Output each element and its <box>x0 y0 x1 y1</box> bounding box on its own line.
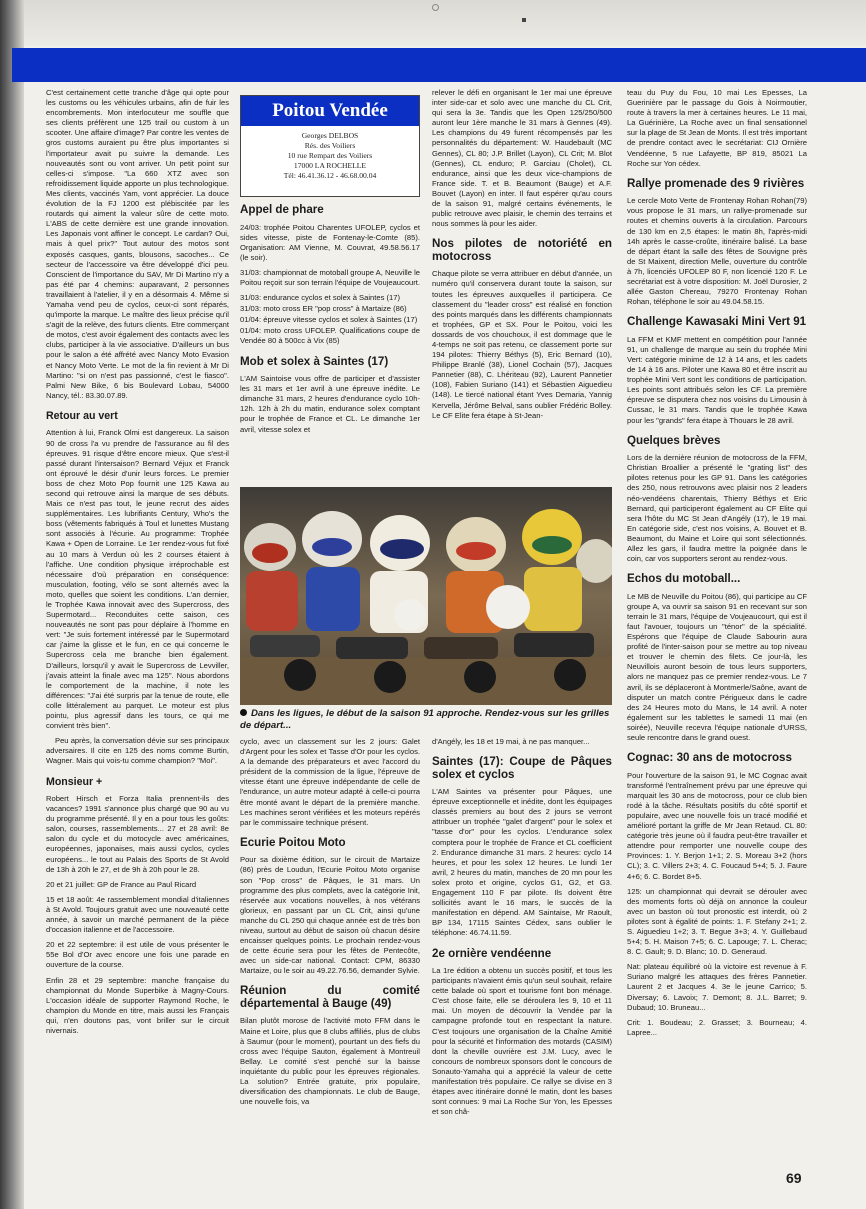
caption-text: Dans les ligues, le début de la saison 91 approche. Rendez-vous sur les grilles de départ... <box>240 708 610 731</box>
section-heading: Nos pilotes de notoriété en motocross <box>432 237 612 263</box>
paragraph: Nat: plateau équilibré où la victoire est revenue à F. Suriano malgré les attaques des frères Pannetier. Laurent 2 et Jacques 4. 3e le jeune Carrico; 5. Diversay; 6. Lavoix; 7. Demont; 8. J.L. Barret; 9. Dubaud; 10. Bruneau... <box>627 962 807 1012</box>
section-heading: 2e ornière vendéenne <box>432 946 552 960</box>
paragraph: Pour sa dixième édition, sur le circuit de Martaize (86) près de Loudun, l'Ecurie Poitou Moto organise son "Pop cross" de Pâques, le 31 mars. Un programme des plus complets, avec la catégorie Init, réservée aux vocations nouvelles, à nos vétérans glorieux, en passant par un CL Crit, ainsi qu'une manche du CL 250 qui chaque année est de très bon niveau, surtout au début de saison où chacun désire encaisser quelques points. Le prochain rendez-vous de cette écurie sera pour les fêtes de Pentecôte, avec un side-car national. Contact: CPM, 86330 Martaize, ou le soir au 49.22.76.56, demander Sylvie. <box>240 855 420 976</box>
column-3-top <box>432 88 612 484</box>
contact-address <box>241 126 419 181</box>
photo-caption <box>240 708 612 731</box>
paragraph: Le MB de Neuville du Poitou (86), qui participe au CF groupe A, va ouvrir sa saison 91 en recevant sur son terrain le 31 mars, l'équipe de Voujeaucourt, qui est il faut l'avouer, toujours un "ténor" de la spécialité. Espérons que l'équipe de Claude Sabourin aura profité de l'inter-saison pour se mettre au top niveau et trouver le chemin des filets. Ce jour-là, les Neuvillois auront besoin de tous leurs supporters, alors ne manquez pas ce premier rendez-vous. Le 7 avril, ils se déplaceront à Montmerle/Saône, avant de disputer un match contre Périgueux dans le cadre des 24 Heures moto du Mans, le 14 avril. A noter également sur les tablettes le samedi 11 mai (en soirée), Neuville recevra l'équipe nationale d'URSS, seule rencontre dans le grand ouest. <box>627 591 807 742</box>
paragraph: Bilan plutôt morose de l'activité moto FFM dans le Maine et Loire, plus que 8 clubs affiliés, plus de clubs à Saumur (pour le moment), pourtant un des fiefs du cross avec l'équipe Sauton, également à Montreuil Bellay. Le comité s'est penché sur la baisse inquiétante du public pour les épreuves régionales. La solution? Entrée gratuite, prix populaire, diversification des championnats. Le club de Bauge, une nouvelle fois, va <box>240 1016 420 1107</box>
column-3-bottom <box>432 737 612 1193</box>
blue-header-band <box>12 48 866 82</box>
paragraph: L'AM Saintes va présenter pour Pâques, une épreuve exceptionnelle et inédite, dont les équipages classés premiers au bout des 2 jours se verront attribuer un trophée "galet d'argent" pour le solex et "tasse d'or" pour les cyclos. L'endurance solex comptera pour le trophée de France et CL coefficient 2. Endurance dimanche 31 mars. 2 heures: cyclo 14 heures, et pour les solex 12 heures. Le lundi 1er avril, 2 heures du matin, manches de 20 mn pour les solex proto et origine, cyclos G1, G2, et G3. Engagement 110 F par pilote. Ils doivent être sollicités avant le 16 mars, le succès de la manifestation en dépend. AM Saintaise, Mr Raoult, BP 134, 17115 Saintes Cédex, sans oublier le téléphone: 46.74.11.59. <box>432 787 612 938</box>
address-line: 10 rue Rempart des Voiliers <box>287 151 373 160</box>
paragraph: Le cercle Moto Verte de Frontenay Rohan Rohan(79) vous propose le 31 mars, un rallye-promenade sur routes et chemins ouverts à la circulation. Parcours de 130 km en 2,5 étapes: le matin 8h, l'après-midi 14h après le casse-croûte, itinéraire balisé. La base de départ étant la salle des fêtes de Souvigne près de St Maixent, direction Melle, ouverture du contrôle à 7h, licenciés UFOLEP 80 F, non licencié 120 F. Le secrétariat est à votre disposition: M. Joël Durosier, 2 allée Gaston Chereau, 79270 Frontenay Rohan Rohan, téléphone le soir au 49.04.58.15. <box>627 196 807 307</box>
paragraph: L'AM Saintoise vous offre de participer et d'assister les 31 mars et 1er avril à une épreuve inédite. Le dimanche 31 mars, 2 heures d'endurance cyclo 10h-12h. 12h à 2h du matin, endurance solex comptant pour le trophée de France et CL. Le dimanche 1er avril, vitesse solex et <box>240 374 420 434</box>
section-heading: Challenge Kawasaki Mini Vert 91 <box>627 315 807 329</box>
bullet-icon <box>240 709 247 716</box>
paragraph: relever le défi en organisant le 1er mai une épreuve inter side-car et solo avec une manche du CL Crit, qui sera la 3e. Tandis que les Open 125/250/500 auront leur 1ère manche le 31 mars à Gennes (49). Les champions du 49 furent récompensés par les personnalités du département: W. Haudebault (MC Gennes), CL 80; J.P. Brillet (Layon), CL Crit; M. Blot (Gennes), CL enduro; P. Garciau (Cholet), CL endurance, ainsi que les deux vice-champions de France side. T. et B. Beaumont (Bauge) et A.F. Bouvet (Layon) en inter. Il faut espérer qu'au cours de la saison 91, malgré certains événements, le public retrouve avec plaisir, le chemin des terrains et nous sommes là pour les aider. <box>432 88 612 229</box>
paragraph: 20 et 22 septembre: il est utile de vous présenter le 55e Bol d'Or avec encore une fois une parade en ouverture de la course. <box>46 940 229 970</box>
page-binding-shadow <box>0 0 24 1209</box>
paragraph: 31/03: championnat de motoball groupe A, Neuville le Poitou reçoit sur son terrain l'équipe de Voujeaucourt. <box>240 267 420 287</box>
section-heading: Réunion du comité départemental à Bauge (49) <box>240 984 420 1010</box>
paragraph: 01/04: moto cross UFOLEP. Qualifications coupe de Vendée 80 à 500cc à Vix (85) <box>240 326 420 346</box>
paragraph: Chaque pilote se verra attribuer en début d'année, un numéro qu'il conservera durant toute la saison, sur toutes les épreuves auxquelles il participera. Ce classement du "leader cross" est réalisé en fonction des points marqués dans les différents championnats et trophées, GP et SX. Pour le Poitou, voici les dossards de vos chouchoux, il est dommage que le 4-temps ne soit pas retenu, ce classement porte sur 194 pilotes: Thierry Béthys (5), Eric Bernard (10), Philippe Branlé (38), Lionel Cochain (57), Jacques Pannetier (88), C. Lhériteau (92), Laurent Pannetier (108), Fabien Suriano (141) et Sébastien Aiguedieu (148). Le tiercé national étant Yves Demaria, Yannig Kervella, Jérôme Belval, sans oublier Frédéric Bolley. Le CF Elite fera étape à St-Jean- <box>432 269 612 420</box>
paragraph: Peu après, la conversation dévie sur ses principaux adversaires. Il cite en 125 des noms comme Burtin, Wagner. Mais qui vois-tu comme champion? "Moi". <box>46 736 229 766</box>
paragraph: Attention à lui, Franck Olmi est dangereux. La saison 90 de cross l'a vu prendre de l'assurance au fil des épreuves. 91 risque d'être encore mieux. Que s'est-il passé durant l'intersaison? Bernard Véjux et Franck ont éprouvé le désir d'unir leurs forces. Le premier boss de chez Moto Pop fournit une 125 Kawa au second qui retrouve ainsi la marque de ses débuts. Mais ce n'est pas tout, le jeune recrut des aides supplémentaires. Les lubrifiants Century, Who's the boss (vêtements fabriqués à Toul et lunettes Mustang sont associés à l'écurie. Au programme: Trophée Kawa + Open de Lorraine. Le 1er rendez-vous fut fixé au 10 mars à Verdun où les 2 courses étaient à l'affiche. Une condition physique irréprochable est nécessaire d'où préparation en conséquence: musculation, footing, vélo se sont alternés avec la moto, quelles que soient les conditions. L'an dernier, le Trophée Kawa innovait avec des Supercross, des Supermotard... Reconduites cette saison, ces nouveautés ne sont pas pour déplaire à l'homme en vert: "Je suis fortement intéressé par le Supermotard car j'aime la glisse et le fun, en ce qui concerne le Supercross cela me branche bien également. D'ailleurs, lorsqu'il y avait le Supercross de Levviller, j'avais atteint la finale avec ma 125". Nous abordons le comportement de la machine, il note les différences: "J'ai été surpris par la tenue de route, elle colle littéralement au parquet. Le moteur est plus pointu, plus agressif dans les tours, ce qui me convient très bien". <box>46 428 229 731</box>
address-line: Rés. des Voiliers <box>304 141 356 150</box>
motocross-riders-image <box>240 487 612 705</box>
region-title: Poitou Vendée <box>241 96 419 126</box>
section-heading: Cognac: 30 ans de motocross <box>627 751 792 765</box>
section-heading: Monsieur + <box>46 775 103 788</box>
paragraph: La FFM et KMF mettent en compétition pour l'année 91, un challenge de marque au sein du trophée Mini Vert: catégorie minime de 12 à 14 ans, et les cadets de 14 à 16 ans. Piloter une Kawa 80 et être inscrit au trophée Mini Vert sont les conditions de participation. Les points sont attribués selon les CF. La première épreuve se disputera chez nos voisins du Limousin à Cussac, le 31 mars. Tandis que le trophée Kawa pour les "grands" fera étape à Thouars le 28 avril. <box>627 334 807 425</box>
paragraph: d'Angély, les 18 et 19 mai, à ne pas manquer... <box>432 737 590 746</box>
section-heading: Mob et solex à Saintes (17) <box>240 354 389 368</box>
section-heading: Rallye promenade des 9 rivières <box>627 176 805 190</box>
section-heading: Quelques brèves <box>627 433 721 447</box>
paragraph: cyclo, avec un classement sur les 2 jours: Galet d'Argent pour les solex et Tasse d'Or pour les cyclos. A la demande des préparateurs et avec l'accord du président de la commission de la ligue, l'épreuve de vitesse étant une épreuve indépendante de celle de l'endurance, un autre moteur adapté à celle-ci pourra être monté avant le départ de la première manche. Les machines seront vérifiées et les moteurs repérés par le commissaire technique présent. <box>240 737 420 827</box>
region-contact-box <box>240 95 420 197</box>
motocross-start-photo <box>240 487 612 705</box>
paragraph: Crit: 1. Boudeau; 2. Grasset; 3. Bourneau; 4. Lapree... <box>627 1017 807 1037</box>
paragraph: 15 et 18 août: 4e rassemblement mondial d'italiennes à St Avold. Toujours gratuit avec une nouveauté cette année, à savoir un marché permanent de la pièce d'occasion italienne et de l'accessoire. <box>46 894 229 935</box>
paragraph: 01/04: épreuve vitesse cyclos et solex à Saintes (17) <box>240 315 418 325</box>
paragraph: Robert Hirsch et Forza Italia prennent-ils des vacances? 1991 s'annonce plus chargé que 90 au vu du programme présenté. Il y en a pour tous les goûts: salon, courses, rassemblements... 27 et 28 avril: 8e salon du cycle et du motocycle avec américaines, européennes, japonaises, mais aussi cyclos, cycles européens... le tout au Palais des Sports de St Avold de 13h à 20h le 27, et de 9h à 20h pour le 28. <box>46 794 229 874</box>
page-number: 69 <box>786 1170 802 1186</box>
section-heading: Saintes (17): Coupe de Pâques solex et cyclos <box>432 755 612 781</box>
section-heading: Echos du motoball... <box>627 572 741 586</box>
section-heading: Appel de phare <box>240 203 324 216</box>
address-line: Georges DELBOS <box>301 131 359 140</box>
address-line: 17000 LA ROCHELLE <box>293 161 367 170</box>
paragraph: 31/03: endurance cyclos et solex à Saintes (17) <box>240 293 400 303</box>
paragraph: C'est certainement cette tranche d'âge qui opte pour les customs ou les véhicules urbains, afin de fuir les encombrements. Mon interlocuteur me souffle que ses clients préfèrent une 125 trail ou custom à un scooter. Une affaire d'image? Par contre les ventes de gros customs auraient pu être plus importantes si l'importateur avait pu suivre la demande. Les nouveautés sont ou vont arriver. Un petit point sur celles-ci s'impose. "La 660 XTZ avec son refroidissement liquide apporte un plus technologique. Mes clients, vaccinés Yam, vont apprécier. La douce évolution de la FJ 1200 est plébiscitée par les routards qui aiment la valeur sûre de cette moto. L'ABS de cette dernière est une grande innovation. Les Japonais vont affiner le concept. Le cardan? Oui, mais à quel prix?" Tout autour des motos sont exposés casques, gants, blousons, sacoches... Ce secteur de l'accessoire va être développé d'ici peu. Conscient de l'importance du SAV, Mr Di Martino n'y a pas été par 4 chemins: auparavant, 2 personnes travaillaient à l'atelier, il y en a désormais 4. Même si Yamaha vend peu de cyclos, ceux-ci sont réparés, qu'importe la marque. Le maître des lieux précise qu'il s'agit de la relève, des futurs clients. Etre commerçant de motos, c'est avoir également des contacts avec les clubs, participer à la vie associative. D'ailleurs un bus pour le salon a été affrété avec Nancy Moto Evasion et Nancy Moto Verte. Le mot de la fin revient à Mr Di Martino: "si on n'est pas passionné, c'est le fiasco". Palmi New Bike, 6 bis Boulevard Lobau, 54000 Nancy, tél.: 83.30.07.89. <box>46 88 229 400</box>
paragraph: 24/03: trophée Poitou Charentes UFOLEP, cyclos et sides vitesse, piste de Fontenay-le-Comte (85). Organisation: AM Vienne, M. Couvrat, 49.58.56.17 (le soir). <box>240 222 420 262</box>
section-heading: Retour au vert <box>46 409 118 422</box>
paragraph: 125: un championnat qui devrait se dérouler avec des moments forts où déjà on annonce la couleur avec un baston où tout pronostic est interdit, où 2 pilotes sont à égalité de points: 1. F. Stefany 2+1; 2. S. Aiguedieu 1+2; 3. T. Begue 3+3; 4. Y. Guillebaud 5+4; 5. H. Maison 7+5; 6. C. Lapouge; 7. L. Cherac; 8. C. Gault; 9. D. Blanc; 10. D. Generaud. <box>627 886 807 957</box>
column-1 <box>46 88 229 1193</box>
column-2-top <box>240 202 420 484</box>
paragraph: teau du Puy du Fou, 10 mai Les Epesses, La Guerinière par le passage du Gois à Noirmoutier, route à travers la mer à certaines heures. Le 11 mai, La Guérinière, La Roche avec un final sensationnel sur la plage de St Jean de Monts. Il est très important de prendre contact avec le secrétariat: CIJ Ornière Vendéenne, 5 rue Lafayette, BP 819, 85021 La Roche sur Yon cédex. <box>627 88 807 168</box>
paragraph: Lors de la dernière réunion de motocross de la FFM, Christian Broallier a présenté le "grating list" des pilotes retenus pour les GP 91. Dans les catégories des 250, nous retrouvons avec plaisir nos 2 leaders néo-vendéens charentais, Thierry Béthys et Eric Bernard, qui participeront également au CF Elite qui sera l'hôte du MC St Jean d'Angély (17), le 19 mai. En catégorie side, c'est nos voisins, A. Bouvet et B. Beaumont, du Maine et Loire qui sont sélectionnés. Allez les gars, il faudra mettre la poignée dans le coin, car vos supporters seront au rendez-vous. <box>627 453 807 564</box>
paragraph: La 1re édition a obtenu un succès positif, et tous les participants n'avaient émis qu'un seul souhait, refaire cette balade où sport et tourisme font bon ménage. C'est chose faite, elle se déroulera les 9, 10 et 11 mai. Un moyen de découvrir la Vendée par la campagne profonde tout en respectant la nature. C'est toujours une organisation de la Chaîne Amitié pour la sécurité et l'information des motards (CASIM) dont la cheville ouvrière est J.M. Lucy, avec le concours de nombreux sponsors dont le concours de Sonauto-Yamaha qui a apprécié la valeur de cette manifestation très populaire. Ce rallye se divise en 3 étapes avec itinéraire donné le matin, dont les bases sont connues: 9 mai La Roche Sur Yon, les Epesses et son châ- <box>432 966 612 1117</box>
address-line: Tél: 46.41.36.12 - 46.68.00.04 <box>283 171 377 180</box>
paragraph: 20 et 21 juillet: GP de France au Paul Ricard <box>46 879 197 889</box>
column-4 <box>627 88 807 1163</box>
punch-mark <box>522 18 526 22</box>
previous-page-edge <box>24 0 866 46</box>
punch-mark <box>432 4 439 11</box>
paragraph: Pour l'ouverture de la saison 91, le MC Cognac avait transformé l'entraînement prévu par une épreuve qui marquait les 30 ans de motocross, pour ce club bien rodé à la tâche. Résultats positifs du côté sportif et populaire, avec une nouvelle fois un tracé modifié et amélioré portant la griffe de Mr Jean Retaud. CL 80: catégorie très jeune où il faudra peut-être travailler et attendre pour remporter une nouvelle coupe des Provinces: 1. Y. Berjon 1+1; 2. S. Moreau 3+2 (hors CL); 3. C. Villers 2+3; 4. C. Foucaud 5+4; 5. J. Faure 4+6; 6. C. Bordet 8+5. <box>627 770 807 881</box>
paragraph: Enfin 28 et 29 septembre: manche française du championnat du Monde Superbike à Magny-Cours. L'occasion idéale de supporter Raymond Roche, le champion du Monde en titre, mais aussi les Français qui, n'en doutons pas, vont briller sur le circuit nivernais. <box>46 975 229 1035</box>
column-2-bottom <box>240 737 420 1193</box>
paragraph: 31/03: moto cross ER "pop cross" à Martaize (86) <box>240 304 407 314</box>
section-heading: Ecurie Poitou Moto <box>240 835 346 849</box>
